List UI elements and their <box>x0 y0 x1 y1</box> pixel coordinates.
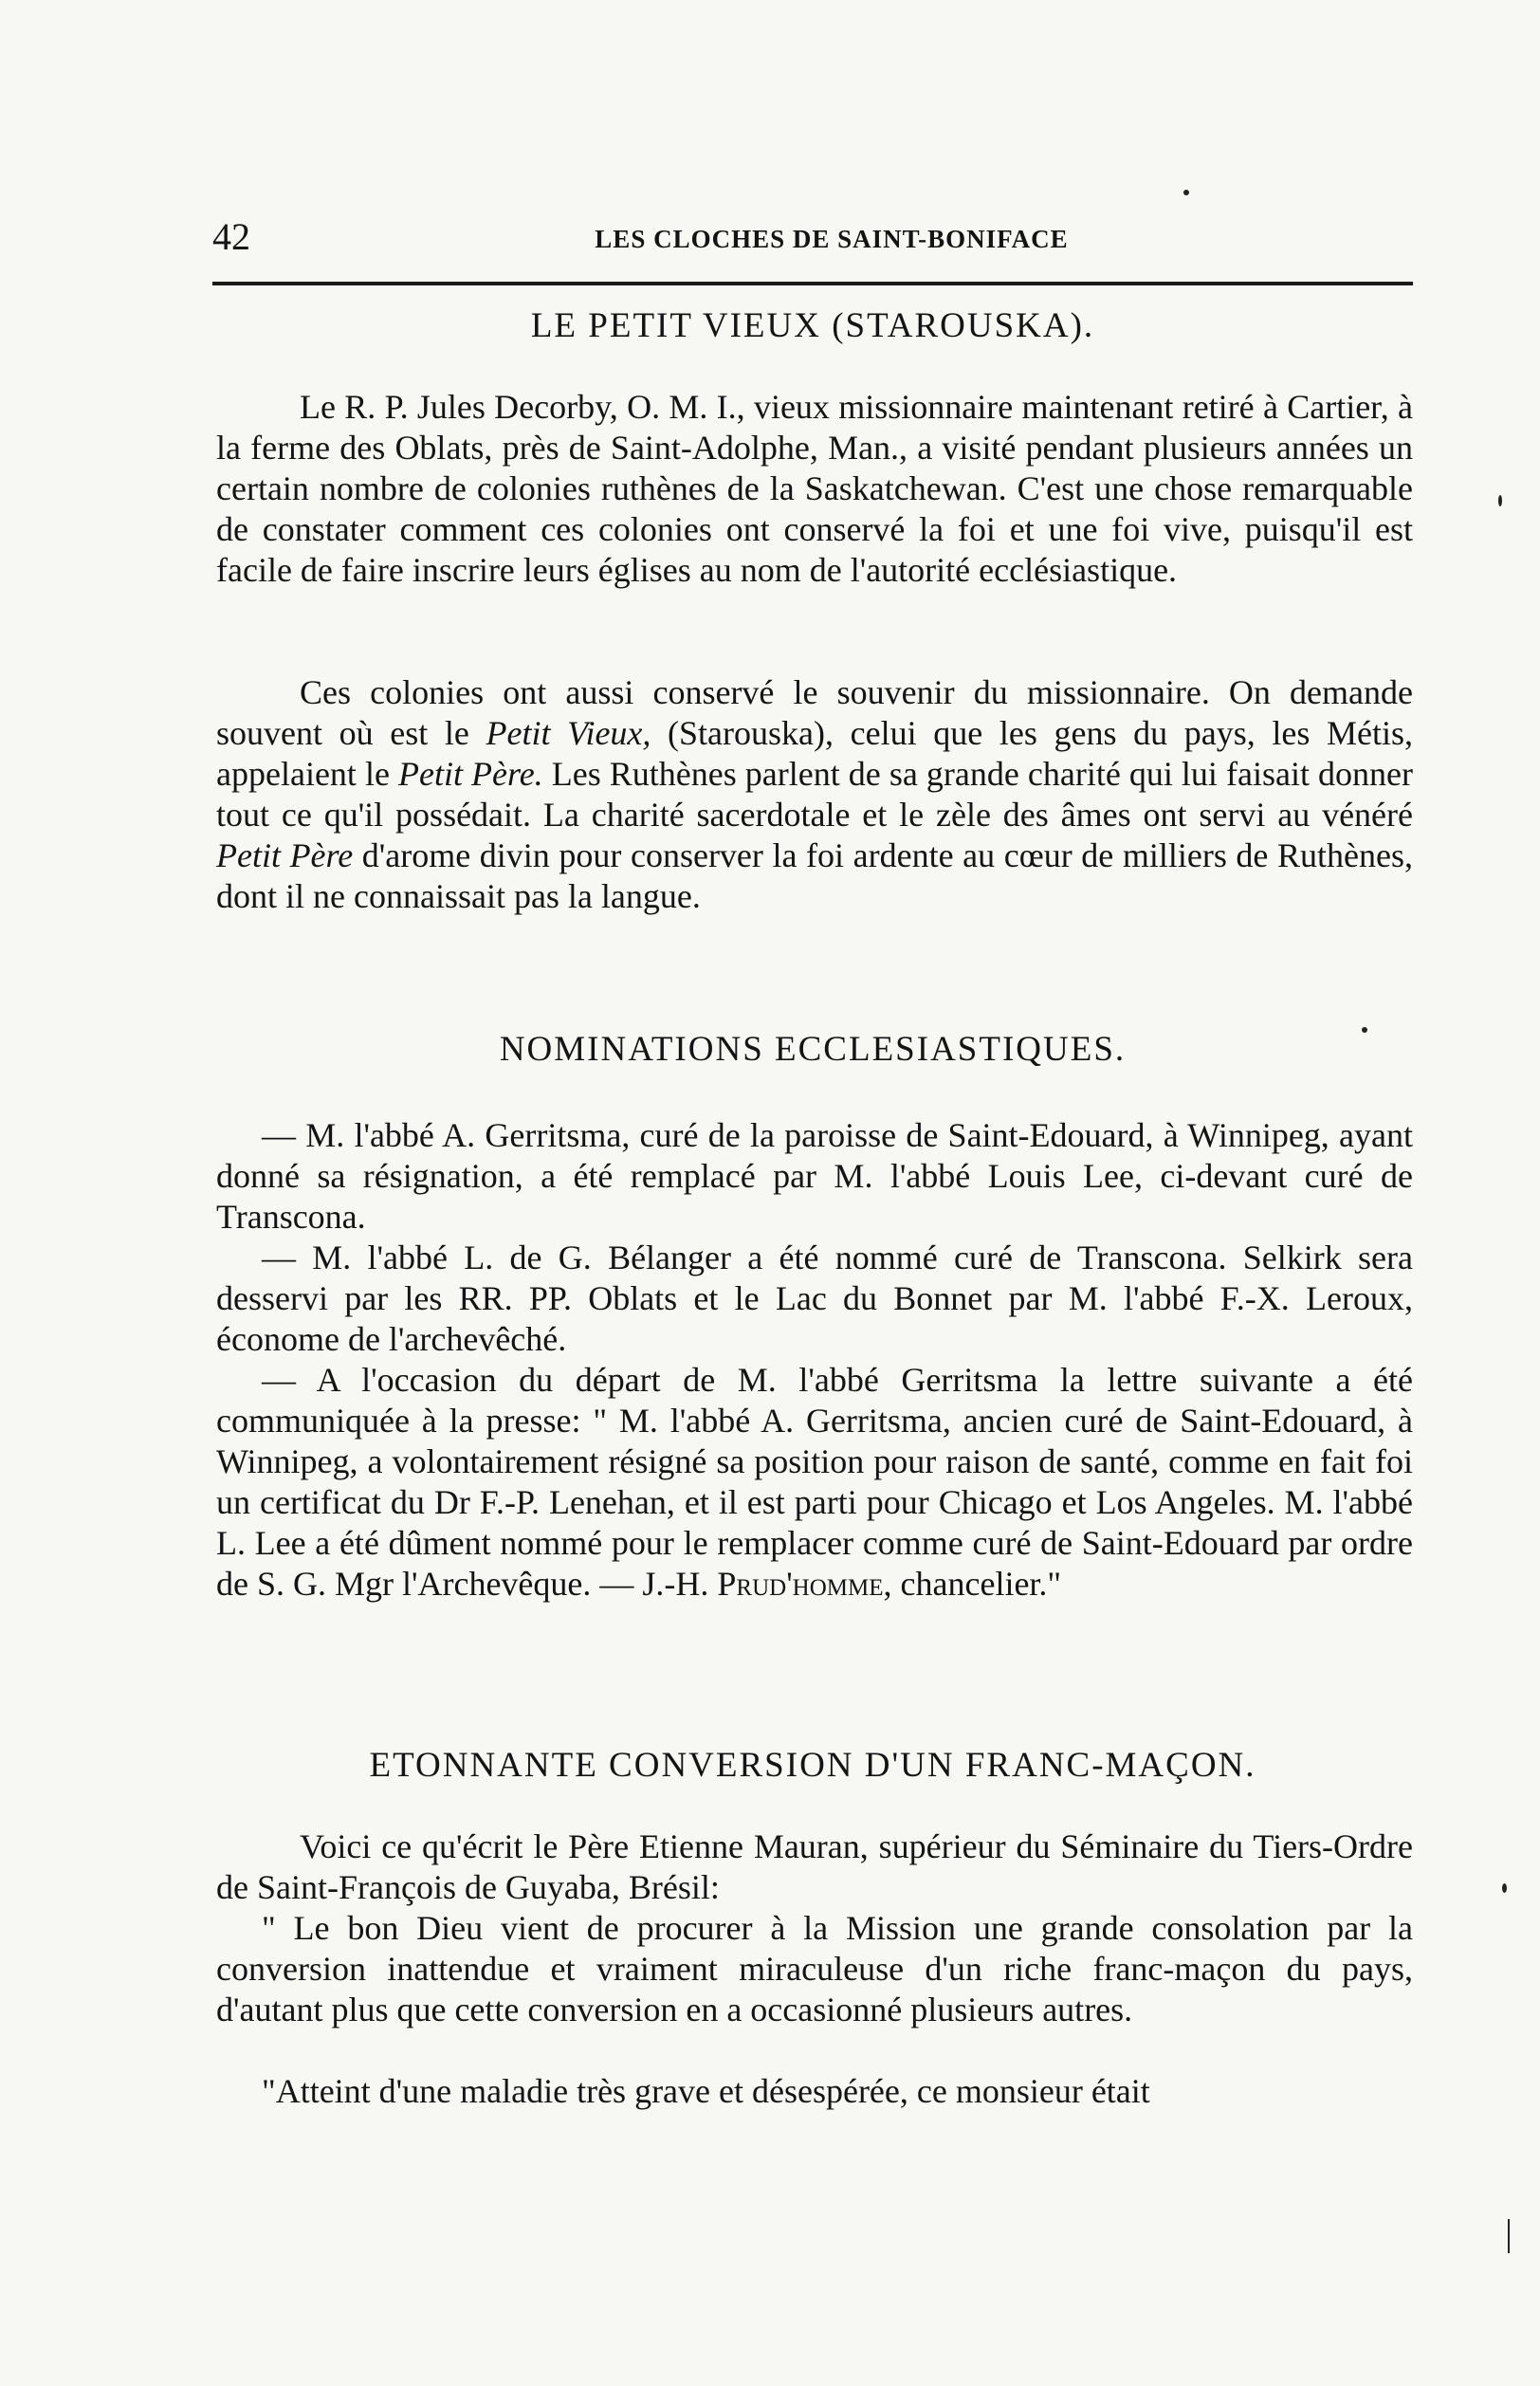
signature-name: Prud'homme, <box>717 1565 892 1603</box>
paragraph-souvenir <box>216 672 1413 917</box>
paragraph-lettre <box>216 1360 1413 1605</box>
text-run: — A l'occasion du départ de M. l'abbé Gerritsma la lettre suivante a été communiquée à la presse: " M. l'abbé A. Gerritsma, ancien curé de Saint-Edouard, à Winnipeg, a volontairement résigné sa position pour raison de santé, comme en fait foi un certificat du Dr F.-P. Lenehan, et il est parti pour Chicago et Los Angeles. M. l'abbé L. Lee a été dûment nommé pour le remplacer comme curé de Saint-Edouard par ordre de S. G. Mgr l'Archevêque. — J.-H. <box>216 1361 1413 1603</box>
italic-petit-vieux: Petit Vieux, <box>486 714 651 752</box>
text-run: d'arome divin pour conserver la foi ardente au cœur de milliers de Ruthènes, dont il ne connaissait pas la langue. <box>216 836 1413 915</box>
paragraph-gerritsma: — M. l'abbé A. Gerritsma, curé de la paroisse de Saint-Edouard, à Winnipeg, ayant donné sa résignation, a été remplacé par M. l'abbé Louis Lee, ci-devant curé de Transcona. <box>216 1116 1413 1236</box>
text-run: Ces colonies ont aussi conservé le souvenir du missionnaire. On demande souvent où est le <box>216 673 1413 752</box>
paragraph-decorby: Le R. P. Jules Decorby, O. M. I., vieux missionnaire maintenant retiré à Cartier, à la ferme des Oblats, près de Saint-Adolphe, Man., a visité pendant plusieurs années un certain nombre de colonies ruthènes de la Saskatchewan. C'est une chose remarquable de constater comment ces colonies ont conservé la foi et une foi vive, puisqu'il est facile de faire inscrire leurs églises au nom de l'autorité ecclésiastique. <box>216 388 1413 589</box>
section-title-conversion: ETONNANTE CONVERSION D'UN FRANC-MAÇON. <box>369 1746 1256 1785</box>
paragraph-belanger: — M. l'abbé L. de G. Bélanger a été nommé curé de Transcona. Selkirk sera desservi par les RR. PP. Oblats et le Lac du Bonnet par M. l'abbé F.-X. Leroux, économe de l'archevêché. <box>216 1239 1413 1358</box>
section-title-petit-vieux: LE PETIT VIEUX (STAROUSKA). <box>530 306 1095 345</box>
italic-petit-pere: Petit Père <box>216 836 354 874</box>
scan-speck <box>1508 2219 1510 2253</box>
text-run: (Starouska), celui que les gens du pays, les Métis, appelaient le <box>216 714 1413 793</box>
paragraph-mauran: Voici ce qu'écrit le Père Etienne Mauran, supérieur du Séminaire du Tiers-Ordre de Saint-François de Guyaba, Brésil: <box>216 1827 1413 1906</box>
paragraph-maladie: "Atteint d'une maladie très grave et désespérée, ce monsieur était <box>262 2072 1150 2110</box>
italic-petit-pere: Petit Père. <box>398 755 543 793</box>
page-number: 42 <box>212 215 250 258</box>
text-run: chancelier." <box>891 1565 1062 1603</box>
section-title-nominations: NOMINATIONS ECCLESIASTIQUES. <box>499 1030 1127 1069</box>
paragraph-consolation: " Le bon Dieu vient de procurer à la Mission une grande consolation par la conversion inattendue et vraiment miraculeuse d'un riche franc-maçon du pays, d'autant plus que cette conversion en a occasionné plusieurs autres. <box>216 1909 1413 2028</box>
header-rule <box>212 282 1413 285</box>
text-run: Les Ruthènes parlent de sa grande charité qui lui faisait donner tout ce qu'il possédait. La charité sacerdotale et le zèle des âmes ont servi au vénéré <box>216 755 1413 834</box>
scan-speck <box>1498 495 1502 506</box>
scan-speck <box>1183 190 1189 195</box>
page-header <box>212 212 1413 269</box>
scan-speck <box>1362 1027 1367 1033</box>
scan-speck <box>1502 1883 1507 1893</box>
running-title: LES CLOCHES DE SAINT-BONIFACE <box>595 225 1069 253</box>
